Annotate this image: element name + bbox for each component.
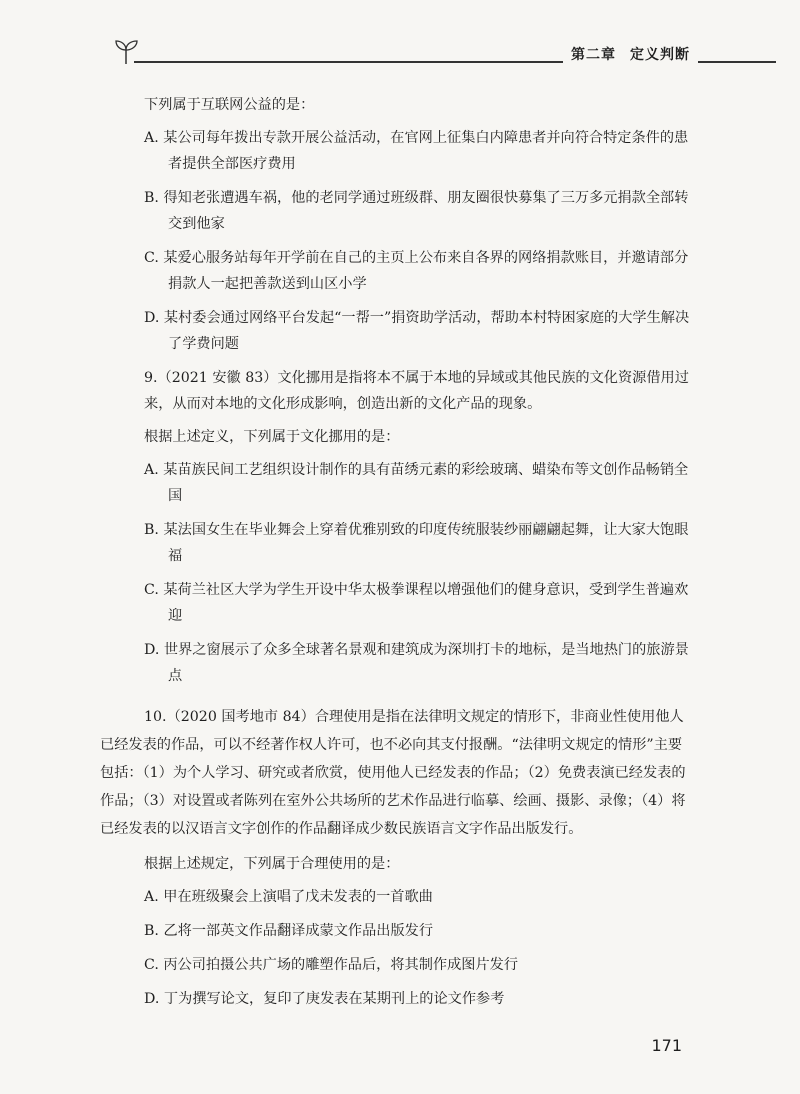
section-label: 定义判断 — [630, 47, 690, 63]
q10-option-a: A. 甲在班级聚会上演唱了戊未发表的一首歌曲 — [144, 889, 433, 906]
q10-option-c: C. 丙公司拍摄公共广场的雕塑作品后，将其制作成图片发行 — [144, 957, 519, 974]
sprout-icon — [112, 36, 152, 70]
q8-option-a: A. 某公司每年拨出专款开展公益活动，在官网上征集白内障患者并向符合特定条件的患者提供全部医疗费用 — [144, 130, 689, 172]
q8-stem: 下列属于互联网公益的是： — [144, 97, 315, 113]
q9-stem: 根据上述定义，下列属于文化挪用的是： — [144, 429, 400, 445]
page-content — [100, 92, 696, 1020]
q8-option-c: C. 某爱心服务站每年开学前在自己的主页上公布来自各界的网络捐款账目，并邀请部分捐款人一起把善款送到山区小学 — [144, 250, 689, 292]
header-title — [563, 44, 698, 64]
page-header — [112, 36, 776, 76]
q10-stem: 根据上述规定，下列属于合理使用的是： — [144, 856, 400, 873]
q10-option-b: B. 乙将一部英文作品翻译成蒙文作品出版发行 — [144, 923, 434, 940]
q8-option-b: B. 得知老张遭遇车祸，他的老同学通过班级群、朋友圈很快募集了三万多元捐款全部转交到他家 — [144, 190, 689, 232]
q8-option-d: D. 某村委会通过网络平台发起“一帮一”捐资助学活动，帮助本村特困家庭的大学生解决了学费问题 — [144, 310, 690, 352]
q9-definition: 9.（2021 安徽 83）文化挪用是指将本不属于本地的异域或其他民族的文化资源借用过来，从而对本地的文化形成影响，创造出新的文化产品的现象。 — [144, 370, 689, 412]
q10-definition: 10.（2020 国考地市 84）合理使用是指在法律明文规定的情形下，非商业性使用他人已经发表的作品，可以不经著作权人许可，也不必向其支付报酬。“法律明文规定的情形”主要包括：（1）为个人学习、研究或者欣赏，使用他人已经发表的作品；（2）免费表演已经发表的作品；（3）对设置或者陈列在室外公共场所的艺术作品进行临摹、绘画、摄影、录像；（4）将已经发表的以汉语言文字创作的作品翻译成少数民族语言文字作品出版发行。 — [100, 709, 686, 838]
chapter-label: 第二章 — [571, 47, 616, 63]
page-number: 171 — [651, 1036, 682, 1055]
q9-option-b: B. 某法国女生在毕业舞会上穿着优雅别致的印度传统服装纱丽翩翩起舞，让大家大饱眼福 — [144, 522, 689, 564]
q9-option-d: D. 世界之窗展示了众多全球著名景观和建筑成为深圳打卡的地标，是当地热门的旅游景点 — [144, 642, 689, 684]
q9-option-a: A. 某苗族民间工艺组织设计制作的具有苗绣元素的彩绘玻璃、蜡染布等文创作品畅销全国 — [144, 462, 689, 504]
q10-option-d: D. 丁为撰写论文，复印了庚发表在某期刊上的论文作参考 — [144, 991, 505, 1008]
q9-option-c: C. 某荷兰社区大学为学生开设中华太极拳课程以增强他们的健身意识，受到学生普遍欢迎 — [144, 582, 689, 624]
